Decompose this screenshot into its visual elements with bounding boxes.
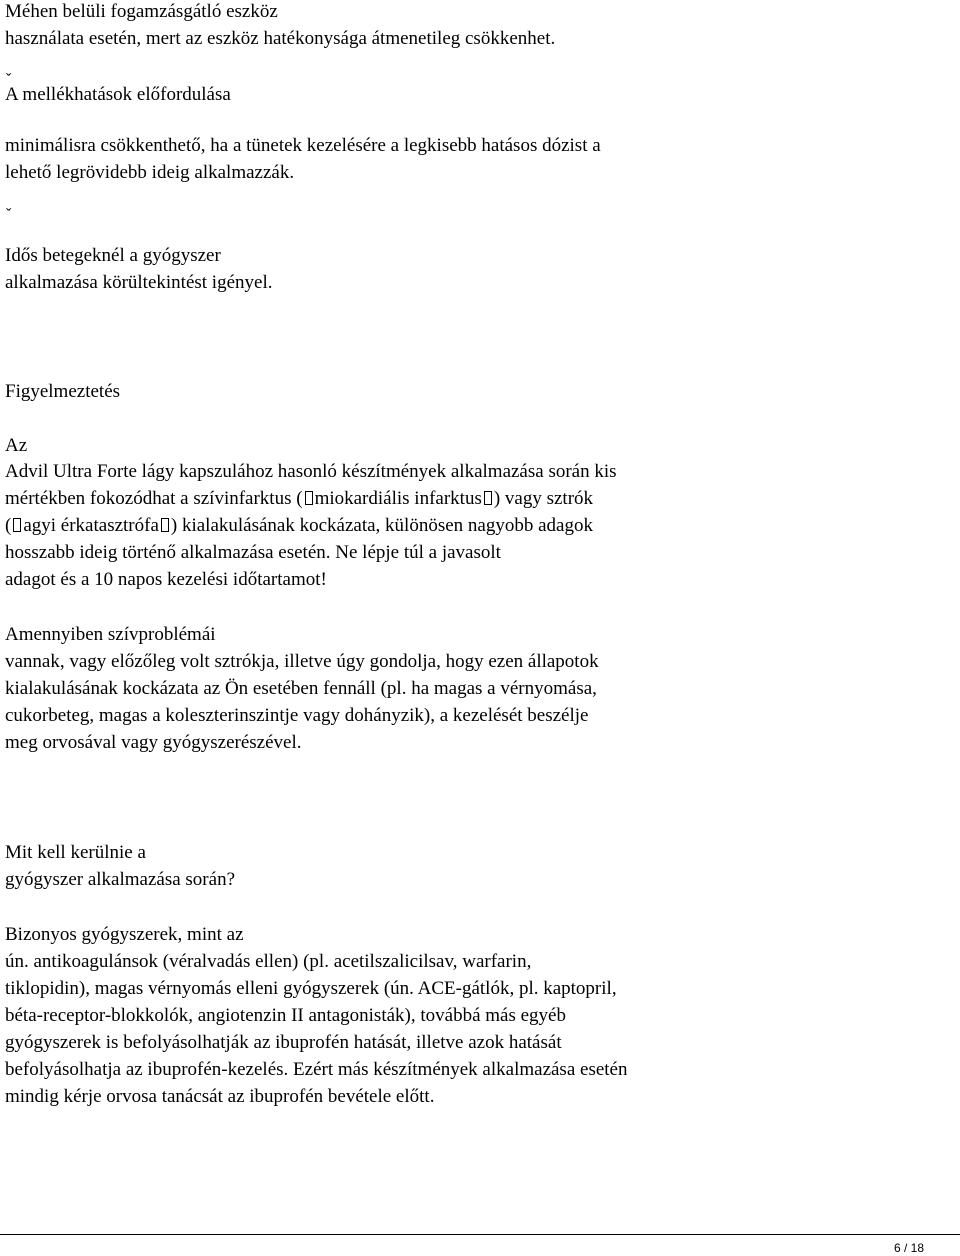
warning-text: ( xyxy=(5,515,12,536)
warning-line xyxy=(5,512,593,539)
heart-line: meg orvosával vagy gyógyszerészével. xyxy=(5,732,302,753)
avoid-line: tiklopidin), magas vérnyomás elleni gyógyszerek (ún. ACE-gátlók, pl. kaptopril, xyxy=(5,978,617,999)
note-line: A mellékhatások előfordulása xyxy=(5,84,231,105)
avoid-line: Bizonyos gyógyszerek, mint az xyxy=(5,924,244,945)
heart-line: kialakulásának kockázata az Ön esetében fennáll (pl. ha magas a vérnyomása, xyxy=(5,678,597,699)
warning-text: miokardiális infarktus xyxy=(314,488,482,509)
missing-glyph-icon xyxy=(13,518,21,532)
warning-line xyxy=(5,485,593,512)
note-line: alkalmazása körültekintést igényel. xyxy=(5,272,273,293)
note-line: lehető legrövidebb ideig alkalmazzák. xyxy=(5,162,295,183)
warning-text: ) vagy sztrók xyxy=(493,488,594,509)
caron-bullet-mark: ˇ xyxy=(6,206,12,223)
heart-line: cukorbeteg, magas a koleszterinszintje vagy dohányzik), a kezelését beszélje xyxy=(5,705,589,726)
footer-divider xyxy=(0,1234,960,1235)
section-heading-warning: Figyelmeztetés xyxy=(5,381,121,402)
warning-line: Advil Ultra Forte lágy kapszulához hasonló készítmények alkalmazása során kis xyxy=(5,461,617,482)
warning-line: adagot és a 10 napos kezelési időtartamot! xyxy=(5,569,327,590)
missing-glyph-icon xyxy=(484,491,492,505)
section-heading-avoid: Mit kell kerülnie a xyxy=(5,842,146,863)
warning-line: Az xyxy=(5,435,28,456)
intro-line: Méhen belüli fogamzásgátló eszköz xyxy=(5,1,278,22)
note-line: minimálisra csökkenthető, ha a tünetek kezelésére a legkisebb hatásos dózist a xyxy=(5,135,601,156)
warning-line: hosszabb ideig történő alkalmazása esetén. Ne lépje túl a javasolt xyxy=(5,542,501,563)
page-number: 6 / 18 xyxy=(893,1241,924,1255)
avoid-line: befolyásolhatja az ibuprofén-kezelés. Ezért más készítmények alkalmazása esetén xyxy=(5,1059,628,1080)
avoid-line: béta-receptor-blokkolók, angiotenzin II antagonisták), továbbá más egyéb xyxy=(5,1005,566,1026)
note-line: Idős betegeknél a gyógyszer xyxy=(5,245,221,266)
avoid-line: ún. antikoagulánsok (véralvadás ellen) (pl. acetilszalicilsav, warfarin, xyxy=(5,951,532,972)
warning-text: mértékben fokozódhat a szívinfarktus ( xyxy=(5,488,303,509)
heart-line: vannak, vagy előzőleg volt sztrókja, illetve úgy gondolja, hogy ezen állapotok xyxy=(5,651,599,672)
caron-bullet-mark: ˇ xyxy=(6,71,12,88)
warning-text: agyi érkatasztrófa xyxy=(23,515,159,536)
avoid-line: mindig kérje orvosa tanácsát az ibuprofén bevétele előtt. xyxy=(5,1086,435,1107)
heart-line: Amennyiben szívproblémái xyxy=(5,624,216,645)
missing-glyph-icon xyxy=(305,491,313,505)
warning-text: ) kialakulásának kockázata, különösen nagyobb adagok xyxy=(170,515,593,536)
intro-line: használata esetén, mert az eszköz hatékonysága átmenetileg csökkenhet. xyxy=(5,28,556,49)
avoid-line: gyógyszerek is befolyásolhatják az ibuprofén hatását, illetve azok hatását xyxy=(5,1032,562,1053)
missing-glyph-icon xyxy=(161,518,169,532)
section-heading-avoid: gyógyszer alkalmazása során? xyxy=(5,869,236,890)
